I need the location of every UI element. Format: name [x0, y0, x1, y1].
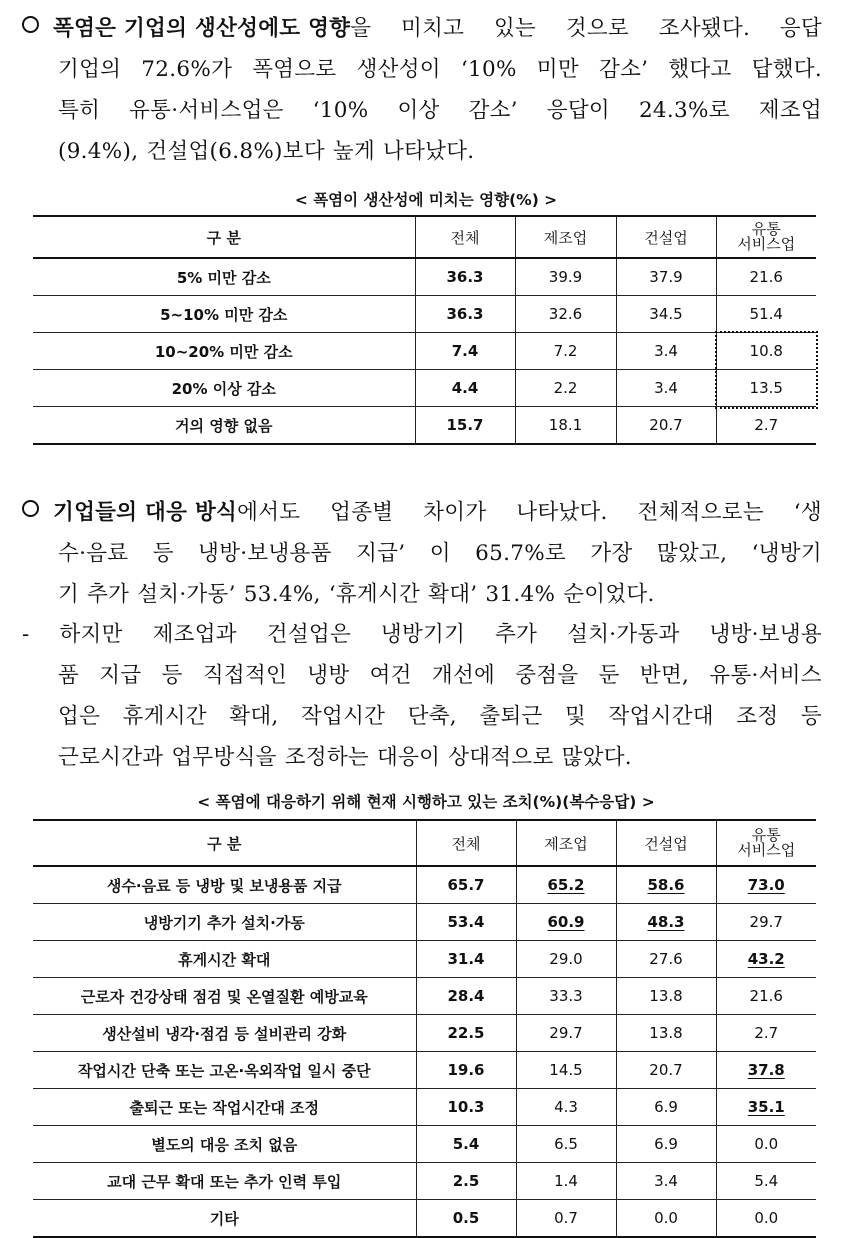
table-cell: 20.7: [616, 407, 716, 445]
table-cell: 21.6: [716, 978, 816, 1015]
table-row: [33, 370, 816, 407]
table-cell: 5.4: [716, 1163, 816, 1200]
table-row: [33, 1052, 816, 1089]
table-cell: 2.2: [515, 370, 616, 407]
paragraph-productivity: [22, 8, 822, 172]
table-cell: 65.2: [516, 866, 616, 904]
table-row: [33, 1200, 816, 1238]
table-row: [33, 296, 816, 333]
table-cell: 29.0: [516, 941, 616, 978]
header-distribution-service: 유통 서비스업: [716, 216, 816, 258]
row-label: 별도의 대응 조치 없음: [33, 1126, 416, 1163]
table-cell: 2.7: [716, 1015, 816, 1052]
table-cell: 33.3: [516, 978, 616, 1015]
table-cell: 43.2: [716, 941, 816, 978]
table-row: [33, 258, 816, 296]
table-cell: 22.5: [416, 1015, 516, 1052]
circle-bullet-icon: [22, 500, 39, 517]
header-category: 구 분: [33, 216, 415, 258]
table-cell: 2.5: [416, 1163, 516, 1200]
table-cell: 7.4: [415, 333, 515, 370]
table-cell: 28.4: [416, 978, 516, 1015]
table-cell: 58.6: [616, 866, 716, 904]
row-label: 5~10% 미만 감소: [33, 296, 415, 333]
table-cell: 3.4: [616, 1163, 716, 1200]
table-cell: 0.7: [516, 1200, 616, 1238]
row-label: 기타: [33, 1200, 416, 1238]
table-row: [33, 941, 816, 978]
text-line: (9.4%), 건설업(6.8%)보다 높게 나타났다.: [58, 139, 475, 164]
table-cell: 36.3: [415, 258, 515, 296]
table-cell: 27.6: [616, 941, 716, 978]
table-cell: 18.1: [515, 407, 616, 445]
table-cell: 13.5: [716, 370, 816, 407]
table-cell: 35.1: [716, 1089, 816, 1126]
paragraph-industry-difference: [22, 614, 822, 778]
table-row: [33, 978, 816, 1015]
table-cell: 10.3: [416, 1089, 516, 1126]
table-cell: 3.4: [616, 333, 716, 370]
table-row: [33, 1126, 816, 1163]
row-label: 근로자 건강상태 점검 및 온열질환 예방교육: [33, 978, 416, 1015]
text-line: 기업의 72.6%가 폭염으로 생산성이 ‘10% 미만 감소’ 했다고 답했다.: [58, 57, 822, 82]
table1-caption: < 폭염이 생산성에 미치는 영향(%) >: [294, 191, 558, 209]
text-line: - 하지만 제조업과 건설업은 냉방기기 추가 설치·가동과 냉방·보냉용: [22, 622, 822, 647]
table-row: [33, 1015, 816, 1052]
header-distribution-service: 유통 서비스업: [716, 820, 816, 866]
table-cell: 29.7: [716, 904, 816, 941]
table-cell: 5.4: [416, 1126, 516, 1163]
circle-bullet-icon: [22, 16, 39, 33]
table-cell: 65.7: [416, 866, 516, 904]
table-cell: 48.3: [616, 904, 716, 941]
text-line: 근로시간과 업무방식을 조정하는 대응이 상대적으로 많았다.: [58, 745, 632, 770]
header-construction: 건설업: [616, 216, 716, 258]
table-cell: 29.7: [516, 1015, 616, 1052]
table-cell: 6.5: [516, 1126, 616, 1163]
table-cell: 1.4: [516, 1163, 616, 1200]
header-manufacturing: 제조업: [515, 216, 616, 258]
heat-response-measures-table: [33, 819, 816, 1238]
header-construction: 건설업: [616, 820, 716, 866]
table-cell: 21.6: [716, 258, 816, 296]
table-row: [33, 1089, 816, 1126]
table-cell: 0.0: [716, 1200, 816, 1238]
text-line: 기업들의 대응 방식에서도 업종별 차이가 나타났다. 전체적으로는 ‘생: [22, 492, 822, 533]
row-label: 교대 근무 확대 또는 추가 인력 투입: [33, 1163, 416, 1200]
table-cell: 13.8: [616, 1015, 716, 1052]
table-cell: 0.0: [616, 1200, 716, 1238]
table-cell: 60.9: [516, 904, 616, 941]
row-label: 5% 미만 감소: [33, 258, 415, 296]
table-cell: 73.0: [716, 866, 816, 904]
header-manufacturing: 제조업: [516, 820, 616, 866]
table-cell: 32.6: [515, 296, 616, 333]
row-label: 냉방기기 추가 설치·가동: [33, 904, 416, 941]
paragraph-response: [22, 492, 822, 615]
text-line: 품 지급 등 직접적인 냉방 여건 개선에 중점을 둔 반면, 유통·서비스: [58, 663, 822, 688]
table-cell: 15.7: [415, 407, 515, 445]
row-label: 거의 영향 없음: [33, 407, 415, 445]
table-cell: 37.9: [616, 258, 716, 296]
header-total: 전체: [415, 216, 515, 258]
table-row: [33, 333, 816, 370]
text-line: 수·음료 등 냉방·보냉용품 지급’ 이 65.7%로 가장 많았고, ‘냉방기: [58, 541, 822, 566]
row-label: 20% 이상 감소: [33, 370, 415, 407]
text-line: 특히 유통·서비스업은 ‘10% 이상 감소’ 응답이 24.3%로 제조업: [58, 98, 822, 123]
row-label: 휴게시간 확대: [33, 941, 416, 978]
table-cell: 6.9: [616, 1089, 716, 1126]
table-cell: 31.4: [416, 941, 516, 978]
table-cell: 36.3: [415, 296, 515, 333]
table-cell: 37.8: [716, 1052, 816, 1089]
table-cell: 10.8: [716, 333, 816, 370]
table-cell: 39.9: [515, 258, 616, 296]
table-cell: 7.2: [515, 333, 616, 370]
table-cell: 53.4: [416, 904, 516, 941]
table-row: [33, 866, 816, 904]
table-row: [33, 407, 816, 445]
table2-caption: < 폭염에 대응하기 위해 현재 시행하고 있는 조치(%)(복수응답) >: [197, 793, 655, 811]
productivity-impact-table: [33, 215, 816, 445]
table-cell: 20.7: [616, 1052, 716, 1089]
table-cell: 2.7: [716, 407, 816, 445]
table-cell: 13.8: [616, 978, 716, 1015]
row-label: 10~20% 미만 감소: [33, 333, 415, 370]
row-label: 출퇴근 또는 작업시간대 조정: [33, 1089, 416, 1126]
table-cell: 19.6: [416, 1052, 516, 1089]
table-row: [33, 904, 816, 941]
row-label: 생산설비 냉각·점검 등 설비관리 강화: [33, 1015, 416, 1052]
header-category: 구 분: [33, 820, 416, 866]
text-line: 업은 휴게시간 확대, 작업시간 단축, 출퇴근 및 작업시간대 조정 등: [58, 704, 822, 729]
text-line: 기 추가 설치·가동’ 53.4%, ‘휴게시간 확대’ 31.4% 순이었다.: [58, 582, 655, 607]
table-cell: 0.0: [716, 1126, 816, 1163]
table-cell: 0.5: [416, 1200, 516, 1238]
table-cell: 51.4: [716, 296, 816, 333]
text-line: 폭염은 기업의 생산성에도 영향을 미치고 있는 것으로 조사됐다. 응답: [22, 8, 822, 49]
table-cell: 34.5: [616, 296, 716, 333]
row-label: 생수·음료 등 냉방 및 보냉용품 지급: [33, 866, 416, 904]
header-total: 전체: [416, 820, 516, 866]
table-cell: 3.4: [616, 370, 716, 407]
table-row: [33, 1163, 816, 1200]
row-label: 작업시간 단축 또는 고온·옥외작업 일시 중단: [33, 1052, 416, 1089]
highlight-dotted-box: [715, 331, 818, 409]
table-cell: 6.9: [616, 1126, 716, 1163]
table-cell: 14.5: [516, 1052, 616, 1089]
table-cell: 4.3: [516, 1089, 616, 1126]
table-cell: 4.4: [415, 370, 515, 407]
